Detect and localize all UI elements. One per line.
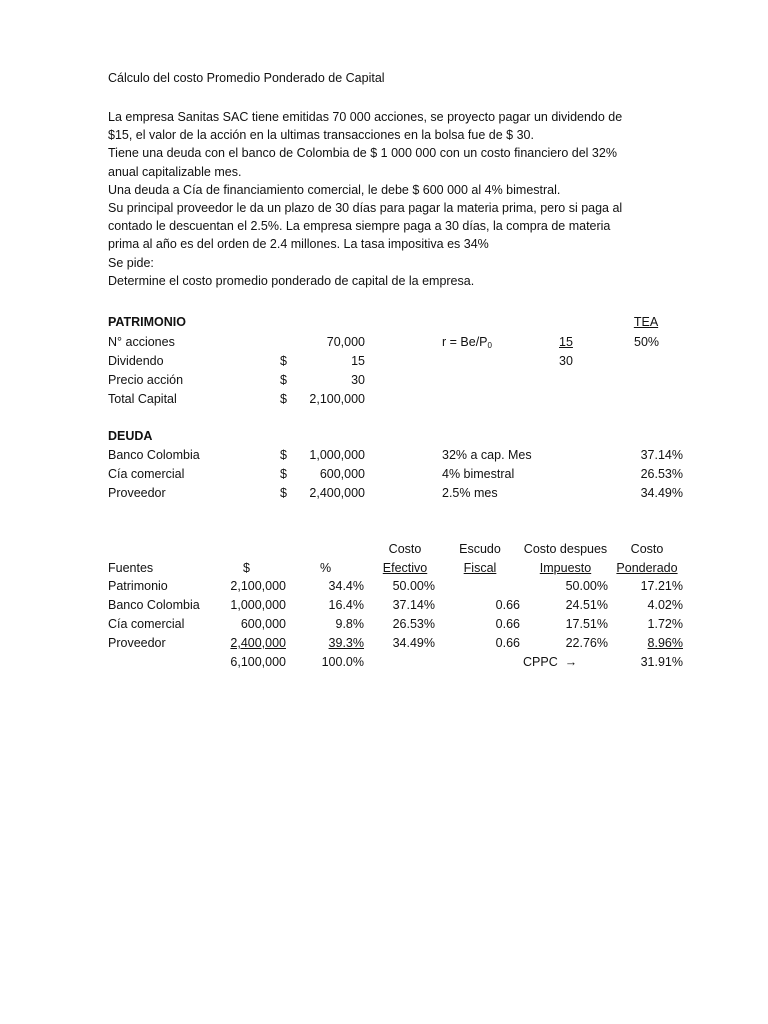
pct-cell bbox=[300, 636, 364, 651]
debt-tea: 37.14% bbox=[640, 448, 683, 462]
dividend-formula bbox=[442, 335, 492, 353]
shield-cell: 0.66 bbox=[495, 598, 520, 612]
header-escudo-line2: Fiscal bbox=[463, 561, 497, 575]
debt-currency: $ bbox=[280, 486, 287, 500]
row-value: 2,100,000 bbox=[309, 392, 365, 406]
formula-text: r = Be/P bbox=[442, 335, 488, 349]
amount-cell bbox=[200, 636, 286, 651]
statement-line: Tiene una deuda con el banco de Colombia de $ 1 000 000 con un costo financiero del 32% bbox=[108, 146, 617, 161]
row-label: Dividendo bbox=[108, 354, 164, 368]
amount-cell: 2,100,000 bbox=[230, 579, 286, 593]
debt-label: Banco Colombia bbox=[108, 448, 200, 462]
header-despues-line2: Impuesto bbox=[539, 561, 592, 575]
total-pct: 100.0% bbox=[321, 655, 364, 669]
statement-line: $15, el valor de la acción en la ultimas transacciones en la bolsa fue de $ 30. bbox=[108, 128, 534, 143]
debt-tea: 26.53% bbox=[640, 467, 683, 481]
pct-cell: 9.8% bbox=[335, 617, 364, 631]
deuda-heading: DEUDA bbox=[108, 429, 153, 443]
pct-cell: 34.4% bbox=[328, 579, 364, 593]
arrow-right-icon: → bbox=[564, 655, 578, 669]
tea-value: 50% bbox=[634, 335, 660, 349]
debt-amount: 1,000,000 bbox=[309, 448, 365, 462]
statement-line: Su principal proveedor le da un plazo de 30 días para pagar la materia prima, pero si paga al bbox=[108, 201, 623, 216]
formula-denominator: 30 bbox=[559, 354, 573, 368]
weighted-cell: 17.21% bbox=[640, 579, 683, 593]
pct-value: 39.3% bbox=[328, 636, 364, 650]
statement-line: Una deuda a Cía de financiamiento comercial, le debe $ 600 000 al 4% bimestral. bbox=[108, 182, 561, 197]
header-costo-line1: Costo bbox=[388, 542, 422, 556]
row-label: Precio acción bbox=[108, 373, 184, 387]
statement-line: prima al año es del orden de 2.4 millones. La tasa impositiva es 34% bbox=[108, 237, 489, 252]
debt-currency: $ bbox=[280, 448, 287, 462]
row-value: 15 bbox=[351, 354, 365, 368]
header-escudo-line1: Escudo bbox=[459, 542, 501, 556]
row-label: N° acciones bbox=[108, 335, 175, 349]
header-amount: $ bbox=[243, 561, 250, 575]
amount-value: 2,400,000 bbox=[230, 636, 286, 650]
statement-line: Se pide: bbox=[108, 255, 154, 270]
row-label: Total Capital bbox=[108, 392, 177, 406]
source-cell: Banco Colombia bbox=[108, 598, 200, 612]
row-currency: $ bbox=[280, 354, 287, 368]
row-currency: $ bbox=[280, 392, 287, 406]
weighted-cell bbox=[610, 636, 683, 651]
header-ponderado-line1: Costo bbox=[630, 542, 664, 556]
debt-label: Proveedor bbox=[108, 486, 166, 500]
statement-line: contado le descuentan el 2.5%. La empresa siempre paga a 30 días, la compra de materia bbox=[108, 219, 611, 234]
formula-subscript: 0 bbox=[487, 341, 492, 350]
weighted-cell: 4.02% bbox=[647, 598, 683, 612]
tea-header: TEA bbox=[633, 315, 659, 329]
total-amount: 6,100,000 bbox=[230, 655, 286, 669]
shield-cell: 0.66 bbox=[495, 617, 520, 631]
document-title: Cálculo del costo Promedio Ponderado de Capital bbox=[108, 71, 385, 85]
cost-cell: 26.53% bbox=[392, 617, 435, 631]
cost-cell: 37.14% bbox=[392, 598, 435, 612]
after-tax-cell: 50.00% bbox=[565, 579, 608, 593]
source-cell: Patrimonio bbox=[108, 579, 168, 593]
debt-rate: 32% a cap. Mes bbox=[442, 448, 532, 462]
row-value: 70,000 bbox=[326, 335, 365, 349]
amount-cell: 600,000 bbox=[240, 617, 286, 631]
header-ponderado-line2: Ponderado bbox=[616, 561, 678, 575]
debt-currency: $ bbox=[280, 467, 287, 481]
weighted-cell: 1.72% bbox=[647, 617, 683, 631]
header-despues-line1: Costo despues bbox=[523, 542, 608, 556]
debt-amount: 600,000 bbox=[319, 467, 365, 481]
amount-cell: 1,000,000 bbox=[230, 598, 286, 612]
cppc-text: CPPC bbox=[523, 655, 558, 669]
cppc-value: 31.91% bbox=[640, 655, 683, 669]
debt-tea: 34.49% bbox=[640, 486, 683, 500]
debt-amount: 2,400,000 bbox=[309, 486, 365, 500]
after-tax-cell: 17.51% bbox=[565, 617, 608, 631]
statement-line: anual capitalizable mes. bbox=[108, 164, 242, 179]
problem-statement bbox=[108, 108, 648, 290]
cost-cell: 50.00% bbox=[392, 579, 435, 593]
cost-cell: 34.49% bbox=[392, 636, 435, 650]
statement-line: La empresa Sanitas SAC tiene emitidas 70 000 acciones, se proyecto pagar un dividendo de bbox=[108, 110, 623, 124]
debt-rate: 4% bimestral bbox=[442, 467, 515, 481]
source-cell: Cía comercial bbox=[108, 617, 185, 631]
row-currency: $ bbox=[280, 373, 287, 387]
pct-cell: 16.4% bbox=[328, 598, 364, 612]
weighted-value: 8.96% bbox=[647, 636, 683, 650]
formula-numerator: 15 bbox=[559, 335, 573, 349]
cppc-label bbox=[523, 655, 577, 670]
statement-line: Determine el costo promedio ponderado de capital de la empresa. bbox=[108, 273, 475, 288]
header-costo-line2: Efectivo bbox=[382, 561, 428, 575]
patrimonio-heading: PATRIMONIO bbox=[108, 315, 187, 329]
after-tax-cell: 24.51% bbox=[565, 598, 608, 612]
source-cell: Proveedor bbox=[108, 636, 166, 650]
shield-cell: 0.66 bbox=[495, 636, 520, 650]
after-tax-cell: 22.76% bbox=[565, 636, 608, 650]
row-value: 30 bbox=[351, 373, 365, 387]
header-fuentes: Fuentes bbox=[108, 561, 154, 575]
debt-rate: 2.5% mes bbox=[442, 486, 498, 500]
debt-label: Cía comercial bbox=[108, 467, 185, 481]
header-pct: % bbox=[320, 561, 332, 575]
